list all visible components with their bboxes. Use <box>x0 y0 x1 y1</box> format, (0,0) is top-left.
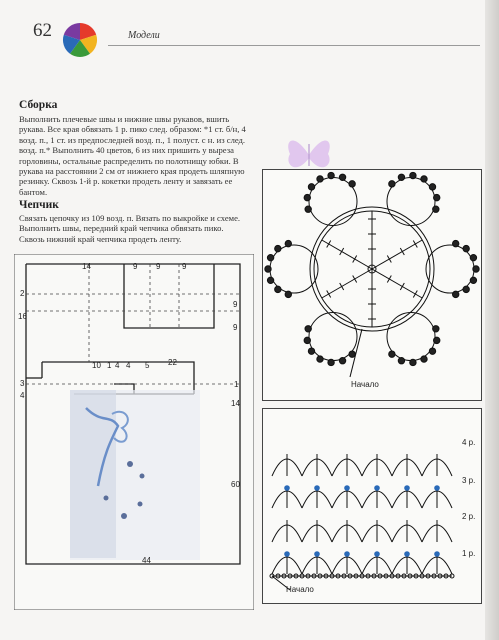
header-rule <box>108 45 480 46</box>
pattern-label: 4 <box>126 361 131 370</box>
rows-crochet-chart <box>262 408 482 604</box>
pattern-label: 2 <box>20 289 25 298</box>
page-spine <box>485 0 499 640</box>
pattern-label: 14 <box>82 262 91 271</box>
text-line: Сквозь нижний край чепчика продеть ленту. <box>19 233 182 244</box>
yarn-ball-logo-icon <box>62 22 98 58</box>
bonnet-text <box>19 213 267 244</box>
pattern-label: 16 <box>18 312 27 321</box>
flower-start-label: Начало <box>351 380 379 389</box>
text-line: горловины, остальные распределить по полотнищу юбки. В <box>19 155 239 166</box>
section-title: Модели <box>128 30 160 41</box>
pattern-label: 9 <box>182 262 187 271</box>
page-number: 62 <box>33 20 52 41</box>
pattern-label: 22 <box>168 358 177 367</box>
text-line: бантом. <box>19 186 48 197</box>
pattern-label: 4 <box>20 391 25 400</box>
row-label: 2 р. <box>462 512 476 521</box>
text-line: Выполнить плечевые швы и нижние швы рукавов, вшить <box>19 114 230 124</box>
pattern-label: 9 <box>133 262 138 271</box>
bonnet-pattern-diagram <box>14 254 254 610</box>
pattern-label: 3 <box>20 379 25 388</box>
pattern-label: 60 <box>231 480 240 489</box>
row-label: 3 р. <box>462 476 476 485</box>
text-line: рукава на расстоянии 2 см от нижнего края продеть шляпную <box>19 166 245 177</box>
row-label: 1 р. <box>462 549 476 558</box>
pattern-label: 10 <box>92 361 101 370</box>
pattern-label: 9 <box>156 262 161 271</box>
row-label: 4 р. <box>462 438 476 447</box>
assembly-text <box>19 114 267 197</box>
pattern-label: 1 <box>107 361 112 370</box>
pattern-label: 44 <box>142 556 151 565</box>
pattern-label: 4 <box>115 361 120 370</box>
assembly-heading: Сборка <box>19 99 58 111</box>
pattern-label: 9 <box>233 300 238 309</box>
text-line: Связать цепочку из 109 возд. п. Вязать по выкройке и схеме. <box>19 213 241 223</box>
pattern-label: 14 <box>231 399 240 408</box>
text-line: возд. п., 1 ст. из предпоследней возд. п., 1 полуст. с н. из след. <box>19 134 246 145</box>
flower-crochet-chart <box>262 169 482 401</box>
pattern-label: 5 <box>145 361 150 370</box>
text-line: Выполнить швы, передний край чепчика обвязать пико. <box>19 223 224 234</box>
rows-start-label: Начало <box>286 585 314 594</box>
pattern-label: 9 <box>233 323 238 332</box>
text-line: рукава. Все края обвязать 1 р. пико след. образом: *1 ст. б/н, 4 <box>19 124 246 135</box>
bonnet-heading: Чепчик <box>19 199 59 211</box>
text-line: резинку. Сквозь 1-й р. кокетки продеть ленту и завязать ее <box>19 176 233 187</box>
text-line: возд. п.* Выполнить 40 цветов, 6 из них пришить у выреза <box>19 145 234 156</box>
pattern-label: 1 <box>234 380 239 389</box>
